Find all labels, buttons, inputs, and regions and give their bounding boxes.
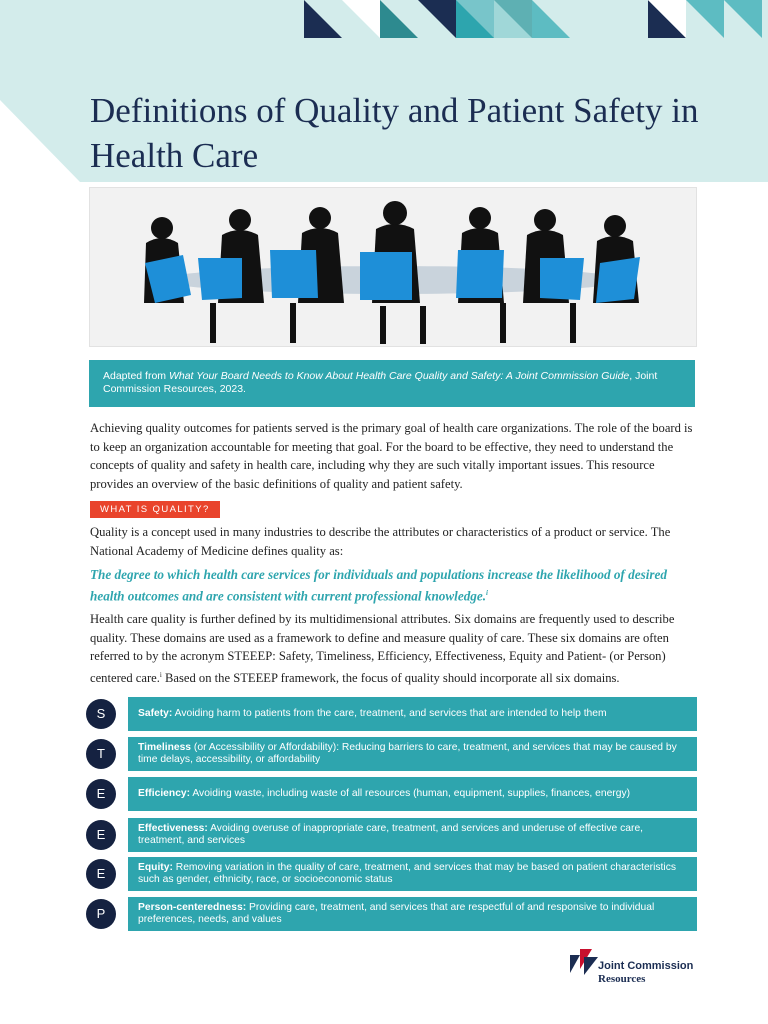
joint-commission-resources-logo [570, 947, 710, 987]
steeep-term: Effectiveness: [138, 822, 208, 834]
steeep-row-person-centeredness [86, 897, 698, 931]
logo-line1: Joint Commission [598, 960, 694, 972]
steeep-term: Safety: [138, 707, 173, 719]
steeep-letter: E [86, 859, 116, 889]
source-citation [89, 360, 695, 407]
page-title: Definitions of Quality and Patient Safety in Health Care [90, 91, 699, 175]
steeep-description: Providing care, treatment, and services that are respectful of and responsive to individual preferences, needs, and values [138, 901, 655, 925]
decorative-triangles [300, 0, 768, 40]
source-suffix: , Joint Commission Resources, 2023. [103, 370, 658, 395]
domains-text: Health care quality is further defined by its multidimensional attributes. Six domains are frequently used to describe quality. These domains are used as a framework to define and measure quality of care. These six domains are often referred to by the acronym STEEEP: Safety, Timeliness, Efficiency, Effectiveness, Equity and Patient- (or Person) centered care. [90, 612, 675, 685]
board-meeting-illustration [89, 187, 697, 347]
steeep-bar [128, 697, 697, 731]
domains-footnote-ref: i [159, 670, 162, 679]
steeep-letter: P [86, 899, 116, 929]
steeep-description: Removing variation in the quality of care, treatment, and services that may be based on patient characteristics such as gender, ethnicity, race, or socioeconomic status [138, 861, 676, 885]
steeep-letter: S [86, 699, 116, 729]
steeep-row-timeliness [86, 737, 698, 771]
logo-line2: Resources [598, 973, 646, 985]
steeep-bar [128, 857, 697, 891]
steeep-letter: E [86, 820, 116, 850]
steeep-row-efficiency [86, 777, 698, 811]
steeep-description: Avoiding overuse of inappropriate care, treatment, and services and underuse of effective care, treatment, and services [138, 822, 644, 846]
quote-text: The degree to which health care services for individuals and populations increase the likelihood of desired health outcomes and are consistent with current professional knowledge. [90, 567, 667, 604]
steeep-letter: T [86, 739, 116, 769]
steeep-description: Avoiding harm to patients from the care, treatment, and services that are intended to help them [172, 707, 607, 719]
domains-paragraph [90, 610, 700, 687]
steeep-letter: E [86, 779, 116, 809]
steeep-term: Timeliness [138, 741, 192, 753]
section-badge: WHAT IS QUALITY? [90, 501, 220, 518]
steeep-row-effectiveness [86, 818, 698, 852]
intro-paragraph: Achieving quality outcomes for patients served is the primary goal of health care organizations. The role of the board is to keep an organization accountable for meeting that goal. For the board to be effective, they need to understand the concepts of quality and safety in health care, including why they are such vitally important issues. This resource provides an overview of the basic definitions of quality and patient safety. [90, 421, 693, 491]
steeep-row-equity [86, 857, 698, 891]
quality-definition-quote [90, 565, 702, 605]
quality-paragraph: Quality is a concept used in many industries to describe the attributes or characteristics of a product or service. The National Academy of Medicine defines quality as: [90, 525, 671, 558]
logo-text [598, 960, 693, 986]
steeep-bar [128, 818, 697, 852]
logo-mark-icon [570, 947, 598, 975]
steeep-bar [128, 897, 697, 931]
steeep-description: Avoiding waste, including waste of all resources (human, equipment, supplies, finances, energy) [190, 787, 631, 799]
steeep-term: Person-centeredness: [138, 901, 247, 913]
source-prefix: Adapted from [103, 370, 169, 382]
steeep-bar [128, 777, 697, 811]
quote-footnote-ref: i [486, 589, 488, 597]
steeep-term: Efficiency: [138, 787, 191, 799]
source-book-title: What Your Board Needs to Know About Health Care Quality and Safety: A Joint Commission Guide [168, 370, 630, 382]
steeep-bar [128, 737, 697, 771]
steeep-row-safety [86, 697, 698, 731]
steeep-description: (or Accessibility or Affordability): Reducing barriers to care, treatment, and services that may be caused by time delays, accessibility, or affordability [138, 741, 677, 765]
steeep-term: Equity: [138, 861, 173, 873]
domains-text-end: Based on the STEEEP framework, the focus of quality should incorporate all six domains. [161, 670, 620, 685]
